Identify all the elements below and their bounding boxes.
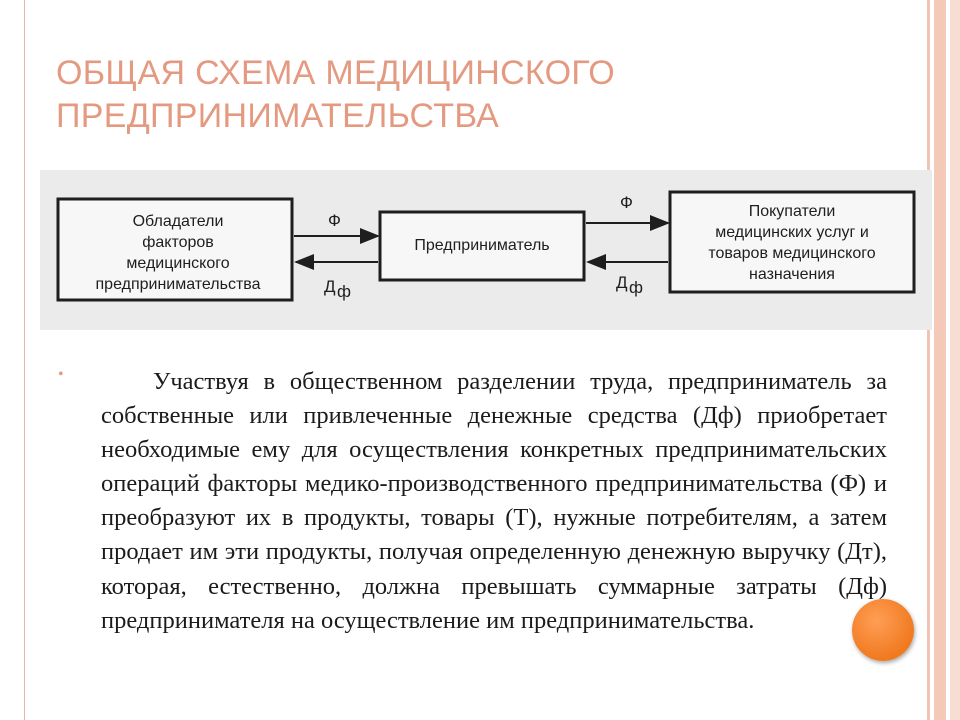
label-money-right: Д [616, 273, 628, 292]
slide-title [56, 52, 856, 138]
box-factor-owners-line-4: предпринимательства [95, 276, 261, 293]
box-buyers-line-2: медицинских услуг и [715, 224, 869, 241]
box-buyers-line-1: Покупатели [748, 203, 836, 220]
decorative-orange-circle [852, 599, 914, 661]
flow-diagram [40, 170, 932, 330]
bullet-marker: • [58, 366, 64, 383]
diagram-canvas [40, 170, 932, 330]
title-line-1: ОБЩАЯ СХЕМА МЕДИЦИНСКОГО [56, 54, 615, 92]
label-factors-right: Ф [620, 193, 633, 212]
label-money-right-sub: ф [629, 278, 643, 297]
label-money-left-sub: ф [337, 282, 351, 301]
body-paragraph: Участвуя в общественном разделении труда, предприниматель за собственные или привлеченные денежные средства (Дф) приобретает необходимые ему для осуществления конкретных предпринимательских операций факторы медико-производственного предпринимательства (Ф) и преобразуют их в продукты, товары (Т), нужные потребителям, а затем продает им эти продукты, получая определенную денежную выручку (Дт), которая, естественно, должна превышать суммарные затраты (Дф) предпринимателя на осуществление им предпринимательства. [101, 368, 887, 634]
decorative-side-stripes [918, 0, 960, 720]
box-entrepreneur-label: Предприниматель [414, 237, 550, 254]
title-line-2: ПРЕДПРИНИМАТЕЛЬСТВА [56, 97, 500, 135]
label-money-left: Д [324, 277, 336, 296]
box-factor-owners-line-1: Обладатели [132, 213, 224, 230]
box-buyers-line-4: назначения [749, 266, 835, 283]
label-factors-left: Ф [328, 211, 341, 230]
box-factor-owners-line-2: факторов [142, 234, 214, 251]
box-buyers-line-3: товаров медицинского [708, 245, 876, 262]
box-factor-owners-line-3: медицинского [126, 255, 230, 272]
